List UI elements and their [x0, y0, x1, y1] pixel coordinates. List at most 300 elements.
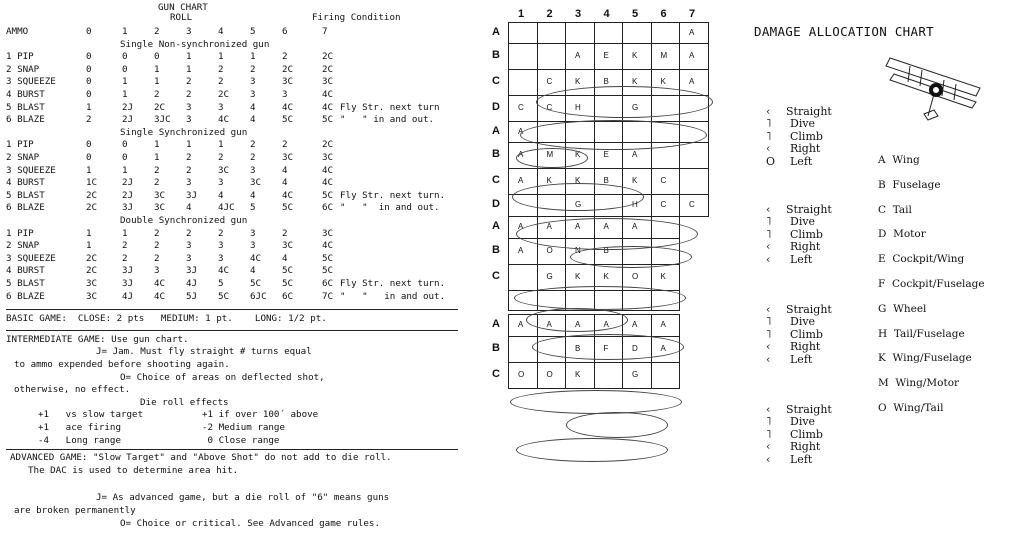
chart-cell: 3: [250, 240, 256, 252]
grid-cell-letter: A: [546, 320, 552, 329]
chart-cell: 0: [122, 51, 128, 63]
chart-cell: 1: [186, 139, 192, 151]
direction-label: Left: [790, 352, 813, 366]
grid-cell: [594, 95, 624, 122]
grid-cell-letter: A: [575, 222, 581, 231]
chart-cell: 4: [250, 101, 256, 113]
chart-cell: 3C: [86, 277, 98, 289]
grid-cell-letter: K: [575, 272, 581, 281]
chart-cell: 4C: [322, 177, 334, 189]
chart-cell: 4C: [218, 114, 230, 126]
basic-game-line: BASIC GAME: CLOSE: 2 pts MEDIUM: 1 pt. LONG: 1/2 pt.: [6, 313, 327, 325]
roll-label: ROLL: [170, 12, 193, 24]
chart-cell: 3C: [218, 164, 230, 176]
grid-cell-letter: A: [518, 246, 524, 255]
chart-cell: 1: [122, 88, 128, 100]
grid-cell-letter: C: [689, 200, 695, 209]
aircraft-outline-sketch: [516, 438, 668, 462]
chart-cell: 2J: [122, 177, 134, 189]
chart-cell: 5C: [218, 290, 230, 302]
chart-cell: 2C: [86, 202, 98, 214]
chart-cell: 5: [218, 277, 224, 289]
chart-cell: 5C: [282, 114, 294, 126]
chart-cell: 3: [186, 177, 192, 189]
divider: [6, 309, 458, 310]
area-legend-item: F Cockpit/Fuselage: [878, 278, 985, 290]
grid-cell: [508, 168, 538, 195]
ammo-row-label: 5 BLAST: [6, 189, 45, 201]
grid-cell: [651, 290, 681, 311]
chart-cell: 5C: [322, 189, 334, 201]
chart-cell: 3C: [322, 227, 334, 239]
ammo-row-label: 5 BLAST: [6, 101, 45, 113]
ammo-row-label: 3 SQUEEZE: [6, 252, 56, 264]
grid-row-label: B: [492, 148, 500, 160]
chart-cell: 1C: [86, 177, 98, 189]
grid-cell-letter: K: [575, 176, 581, 185]
ammo-row-label: 3 SQUEEZE: [6, 76, 56, 88]
firing-note: " " in and out.: [340, 202, 440, 214]
grid-cell: [565, 142, 595, 169]
grid-cell: [508, 290, 538, 311]
divider: [6, 449, 458, 450]
chart-cell: 1: [122, 164, 128, 176]
grid-cell-letter: O: [632, 272, 639, 281]
grid-cell-letter: K: [575, 150, 581, 159]
chart-cell: 2: [218, 76, 224, 88]
grid-cell: [565, 69, 595, 96]
chart-cell: 2J: [122, 114, 134, 126]
area-legend-item: B Fuselage: [878, 178, 941, 191]
chart-cell: 7C: [322, 290, 334, 302]
die-roll-effect: +1 ace firing: [38, 421, 121, 433]
direction-label: Straight: [786, 303, 832, 316]
chart-cell: 4: [282, 164, 288, 176]
deflect-rule: O= Choice of areas on deflected shot,: [120, 371, 325, 383]
chart-cell: 2: [282, 227, 288, 239]
chart-cell: 1: [122, 227, 128, 239]
chart-cell: 3: [250, 227, 256, 239]
ammo-row-label: 1 PIP: [6, 227, 34, 239]
direction-icon: ˥: [766, 327, 772, 341]
grid-cell: [594, 43, 624, 70]
grid-cell: [565, 238, 595, 265]
chart-cell: 3: [186, 114, 192, 126]
grid-cell: [537, 121, 567, 143]
roll-column-2: 2: [154, 25, 160, 37]
area-legend-item: M Wing/Motor: [878, 377, 960, 390]
grid-cell: [594, 290, 624, 311]
grid-cell: [622, 69, 652, 96]
grid-row-label: A: [492, 124, 500, 137]
chart-cell: 2C: [282, 63, 294, 75]
chart-cell: 1: [86, 227, 92, 239]
gun-chart-panel: [6, 2, 476, 545]
chart-cell: 4C: [322, 240, 334, 252]
chart-cell: 2: [154, 227, 160, 239]
direction-label: Left: [790, 252, 813, 266]
chart-cell: 3C: [86, 290, 98, 302]
direction-label: Left: [790, 154, 813, 168]
chart-cell: 2C: [154, 101, 166, 113]
grid-cell: [594, 216, 624, 239]
chart-cell: 2C: [86, 189, 98, 201]
chart-cell: 2C: [322, 63, 334, 75]
damage-grid: [480, 8, 710, 468]
section-heading: Double Synchronized gun: [120, 214, 248, 226]
grid-cell: [679, 95, 709, 122]
grid-column-4: 4: [603, 8, 610, 20]
chart-cell: 3: [218, 252, 224, 264]
grid-cell-letter: A: [632, 150, 638, 159]
grid-cell: [651, 142, 681, 169]
direction-label: Dive: [790, 315, 816, 329]
chart-cell: 2: [122, 252, 128, 264]
chart-cell: 5C: [322, 252, 334, 264]
grid-cell-letter: K: [546, 176, 552, 185]
grid-cell: [508, 238, 538, 265]
chart-cell: 6C: [322, 277, 334, 289]
grid-cell: [508, 43, 538, 70]
chart-cell: 2: [250, 151, 256, 163]
ammo-row-label: 1 PIP: [6, 139, 34, 151]
grid-cell: [537, 314, 567, 337]
chart-cell: 3J: [186, 265, 198, 277]
chart-cell: 3: [186, 240, 192, 252]
roll-column-5: 5: [250, 25, 256, 37]
direction-icon: ˥: [766, 117, 772, 131]
chart-cell: 3: [154, 265, 160, 277]
chart-cell: 3: [186, 252, 192, 264]
direction-label: Right: [790, 440, 821, 454]
area-legend-item: G Wheel: [878, 302, 927, 315]
direction-icon: ‹: [766, 203, 771, 216]
chart-cell: 3J: [122, 202, 134, 214]
grid-cell: [622, 43, 652, 70]
grid-cell: [565, 336, 595, 363]
grid-cell: [651, 95, 681, 122]
grid-cell-letter: G: [632, 370, 639, 379]
grid-cell: [651, 314, 681, 337]
grid-cell: [651, 238, 681, 265]
grid-cell: [651, 121, 681, 143]
firing-note: " " in and out.: [340, 114, 435, 126]
divider: [6, 330, 458, 331]
grid-cell: [537, 194, 567, 217]
chart-cell: 3J: [186, 189, 198, 201]
grid-cell: [651, 362, 681, 389]
advanced-title: ADVANCED GAME: "Slow Target" and "Above Shot" do not add to die roll.: [10, 452, 392, 464]
chart-cell: 2C: [322, 139, 334, 151]
direction-icon: ‹: [766, 340, 771, 354]
chart-cell: 2: [282, 139, 288, 151]
grid-cell: [537, 142, 567, 169]
grid-cell: [594, 336, 624, 363]
chart-cell: 3C: [322, 76, 334, 88]
grid-cell: [508, 95, 538, 122]
ammo-row-label: 6 BLAZE: [6, 290, 45, 302]
grid-cell-letter: G: [546, 272, 553, 281]
grid-cell-letter: C: [518, 103, 524, 112]
ammo-row-label: 4 BURST: [6, 265, 45, 277]
chart-cell: 2: [154, 240, 160, 252]
grid-cell-letter: M: [660, 51, 668, 60]
direction-label: Dive: [790, 415, 816, 429]
grid-cell: [508, 69, 538, 96]
grid-cell-letter: O: [546, 370, 553, 379]
direction-label: Right: [790, 142, 821, 156]
grid-cell: [622, 336, 652, 363]
direction-label: Right: [790, 240, 821, 254]
grid-cell-letter: A: [518, 150, 524, 159]
direction-label: Straight: [786, 105, 832, 118]
direction-label: Straight: [786, 203, 832, 216]
chart-cell: 1: [86, 240, 92, 252]
chart-cell: 4C: [322, 101, 334, 113]
chart-cell: 5C: [322, 265, 334, 277]
intermediate-title: INTERMEDIATE GAME: Use gun chart.: [6, 333, 189, 345]
grid-row-label: B: [492, 342, 500, 354]
chart-cell: 4C: [322, 164, 334, 176]
biplane-illustration: [880, 44, 990, 124]
grid-cell: [508, 314, 538, 337]
jam-rule-advanced: J= As advanced game, but a die roll of "6" means guns: [96, 492, 390, 504]
direction-icon: ˥: [766, 129, 772, 143]
grid-cell: [594, 121, 624, 143]
grid-column-5: 5: [632, 8, 639, 20]
grid-cell: [594, 142, 624, 169]
chart-cell: 2: [186, 227, 192, 239]
chart-cell: 3C: [322, 151, 334, 163]
area-legend-item: O Wing/Tail: [878, 402, 944, 414]
grid-cell-letter: A: [603, 320, 609, 329]
grid-cell-letter: G: [575, 200, 582, 209]
grid-cell-letter: A: [518, 126, 524, 136]
grid-cell: [679, 194, 709, 217]
grid-row-label: B: [492, 49, 500, 61]
roll-column-4: 4: [218, 25, 224, 37]
die-roll-effect: -4 Long range: [38, 434, 121, 446]
jam-rule: J= Jam. Must fly straight # turns equal: [96, 346, 312, 358]
chart-cell: 3: [186, 101, 192, 113]
chart-cell: 2: [154, 164, 160, 176]
grid-cell: [508, 264, 538, 291]
direction-label: Climb: [790, 129, 823, 143]
direction-icon: ‹: [766, 452, 771, 466]
chart-cell: 4JC: [218, 202, 235, 214]
grid-cell: [651, 216, 681, 239]
dac-title: DAMAGE ALLOCATION CHART: [754, 24, 934, 39]
grid-cell-letter: A: [689, 27, 695, 37]
grid-cell-letter: O: [546, 246, 553, 255]
grid-cell: [537, 362, 567, 389]
grid-cell: [565, 362, 595, 389]
ammo-row-label: 6 BLAZE: [6, 202, 45, 214]
firing-note: Fly Str. next turn: [340, 101, 440, 113]
chart-cell: 1: [154, 63, 160, 75]
direction-label: Right: [790, 340, 821, 354]
chart-cell: 1: [86, 101, 92, 113]
grid-cell: [537, 168, 567, 195]
grid-cell-letter: H: [632, 200, 638, 209]
grid-cell-letter: A: [518, 320, 524, 329]
chart-cell: 5C: [322, 114, 334, 126]
ammo-row-label: 6 BLAZE: [6, 114, 45, 126]
ammo-row-label: 4 BURST: [6, 88, 45, 100]
chart-cell: 4C: [250, 252, 262, 264]
grid-cell: [594, 264, 624, 291]
chart-cell: 2C: [322, 51, 334, 63]
damage-allocation-chart: [754, 24, 1020, 484]
direction-icon: ˥: [766, 415, 772, 429]
chart-cell: 3C: [282, 240, 294, 252]
grid-cell: [537, 238, 567, 265]
direction-icon: ‹: [766, 252, 771, 266]
chart-cell: 4C: [322, 88, 334, 100]
grid-cell-letter: C: [546, 103, 553, 112]
grid-cell: [622, 238, 652, 265]
die-roll-title: Die roll effects: [140, 396, 229, 408]
chart-cell: 2: [250, 63, 256, 75]
section-heading: Single Synchronized gun: [120, 126, 248, 138]
chart-cell: 5: [250, 202, 256, 214]
gun-chart-title: GUN CHART: [158, 2, 208, 13]
grid-cell-letter: B: [603, 246, 609, 255]
direction-icon: ‹: [766, 240, 771, 254]
grid-column-1: 1: [518, 8, 525, 20]
grid-cell: [622, 314, 652, 337]
direction-icon: ˥: [766, 215, 772, 229]
chart-cell: 1: [154, 151, 160, 163]
chart-cell: 3: [282, 88, 288, 100]
chart-cell: 1: [218, 139, 224, 151]
chart-cell: 5C: [250, 277, 262, 289]
grid-cell-letter: F: [603, 344, 609, 353]
grid-cell-letter: N: [575, 246, 581, 255]
grid-cell: [537, 216, 567, 239]
grid-cell: [537, 336, 567, 363]
grid-cell-letter: K: [632, 51, 638, 60]
chart-cell: 4J: [122, 290, 134, 302]
chart-cell: 0: [122, 63, 128, 75]
grid-cell: [565, 22, 595, 44]
chart-cell: 2C: [86, 252, 98, 264]
grid-cell-letter: A: [518, 176, 524, 185]
chart-cell: 3: [218, 101, 224, 113]
grid-row-label: A: [492, 25, 500, 38]
jam-rule-cont: to ammo expended before shooting again.: [14, 358, 230, 370]
direction-label: Dive: [790, 215, 816, 229]
ammo-row-label: 5 BLAST: [6, 277, 45, 289]
chart-cell: 0: [86, 151, 92, 163]
grid-row-label: C: [492, 368, 500, 380]
direction-icon: ˥: [766, 427, 772, 441]
grid-cell-letter: A: [689, 77, 695, 86]
chart-cell: 2: [154, 252, 160, 264]
grid-cell: [622, 121, 652, 143]
chart-cell: 2: [122, 240, 128, 252]
grid-column-6: 6: [660, 8, 667, 20]
chart-cell: 3C: [282, 151, 294, 163]
chart-cell: 4C: [154, 290, 166, 302]
grid-cell-letter: E: [603, 150, 609, 159]
die-roll-effect: +1 vs slow target: [38, 409, 144, 421]
grid-cell-letter: G: [632, 103, 639, 112]
grid-cell: [565, 194, 595, 217]
chart-cell: 2: [218, 63, 224, 75]
grid-cell: [508, 362, 538, 389]
grid-column-7: 7: [689, 8, 696, 20]
chart-cell: 1: [186, 63, 192, 75]
grid-cell-letter: B: [603, 77, 609, 86]
grid-cell: [537, 69, 567, 96]
grid-row-label: D: [492, 101, 500, 113]
chart-cell: 2: [186, 151, 192, 163]
firing-condition-label: Firing Condition: [312, 12, 401, 24]
grid-cell-letter: E: [603, 51, 609, 60]
ammo-row-label: 4 BURST: [6, 177, 45, 189]
chart-cell: 2C: [218, 88, 230, 100]
grid-cell-letter: A: [575, 320, 581, 329]
direction-icon: ˥: [766, 315, 772, 329]
ammo-row-label: 2 SNAP: [6, 240, 40, 252]
roll-column-6: 6: [282, 25, 288, 37]
chart-cell: 4: [282, 252, 288, 264]
grid-cell-letter: A: [575, 51, 581, 60]
chart-cell: 3C: [154, 202, 166, 214]
chart-cell: 0: [154, 51, 160, 63]
area-legend-item: A Wing: [878, 154, 920, 166]
grid-row-label: C: [492, 174, 500, 186]
grid-cell: [537, 43, 567, 70]
die-roll-effect: +1 if over 100´ above: [202, 409, 319, 421]
grid-cell: [679, 121, 709, 143]
grid-cell-letter: A: [632, 320, 638, 329]
jam-rule-advanced-cont: are broken permanently: [14, 505, 136, 517]
direction-label: Dive: [790, 117, 816, 131]
ammo-label: AMMO: [6, 25, 29, 37]
chart-cell: 1: [86, 164, 92, 176]
chart-cell: 3JC: [154, 114, 171, 126]
direction-icon: ˥: [766, 227, 772, 241]
die-roll-effect: -2 Medium range: [202, 421, 285, 433]
chart-cell: 2J: [122, 101, 134, 113]
chart-cell: 5C: [282, 277, 294, 289]
grid-cell: [565, 314, 595, 337]
chart-cell: 6C: [282, 290, 294, 302]
grid-cell: [679, 142, 709, 169]
grid-cell: [537, 264, 567, 291]
grid-cell: [508, 121, 538, 143]
grid-row-label: C: [492, 270, 500, 282]
direction-icon: ‹: [766, 352, 771, 366]
grid-cell: [565, 290, 595, 311]
grid-cell: [622, 22, 652, 44]
grid-cell-letter: K: [603, 272, 609, 281]
chart-cell: 3: [250, 88, 256, 100]
chart-cell: 1: [154, 139, 160, 151]
grid-cell-letter: A: [546, 222, 552, 231]
grid-cell: [651, 69, 681, 96]
firing-note: Fly Str. next turn.: [340, 277, 446, 289]
chart-cell: 2: [282, 51, 288, 63]
chart-cell: 3: [218, 177, 224, 189]
grid-cell: [508, 336, 538, 363]
chart-cell: 4C: [282, 189, 294, 201]
firing-note: " " in and out.: [340, 290, 446, 302]
direction-label: Climb: [790, 227, 823, 241]
grid-cell-letter: B: [603, 176, 609, 185]
